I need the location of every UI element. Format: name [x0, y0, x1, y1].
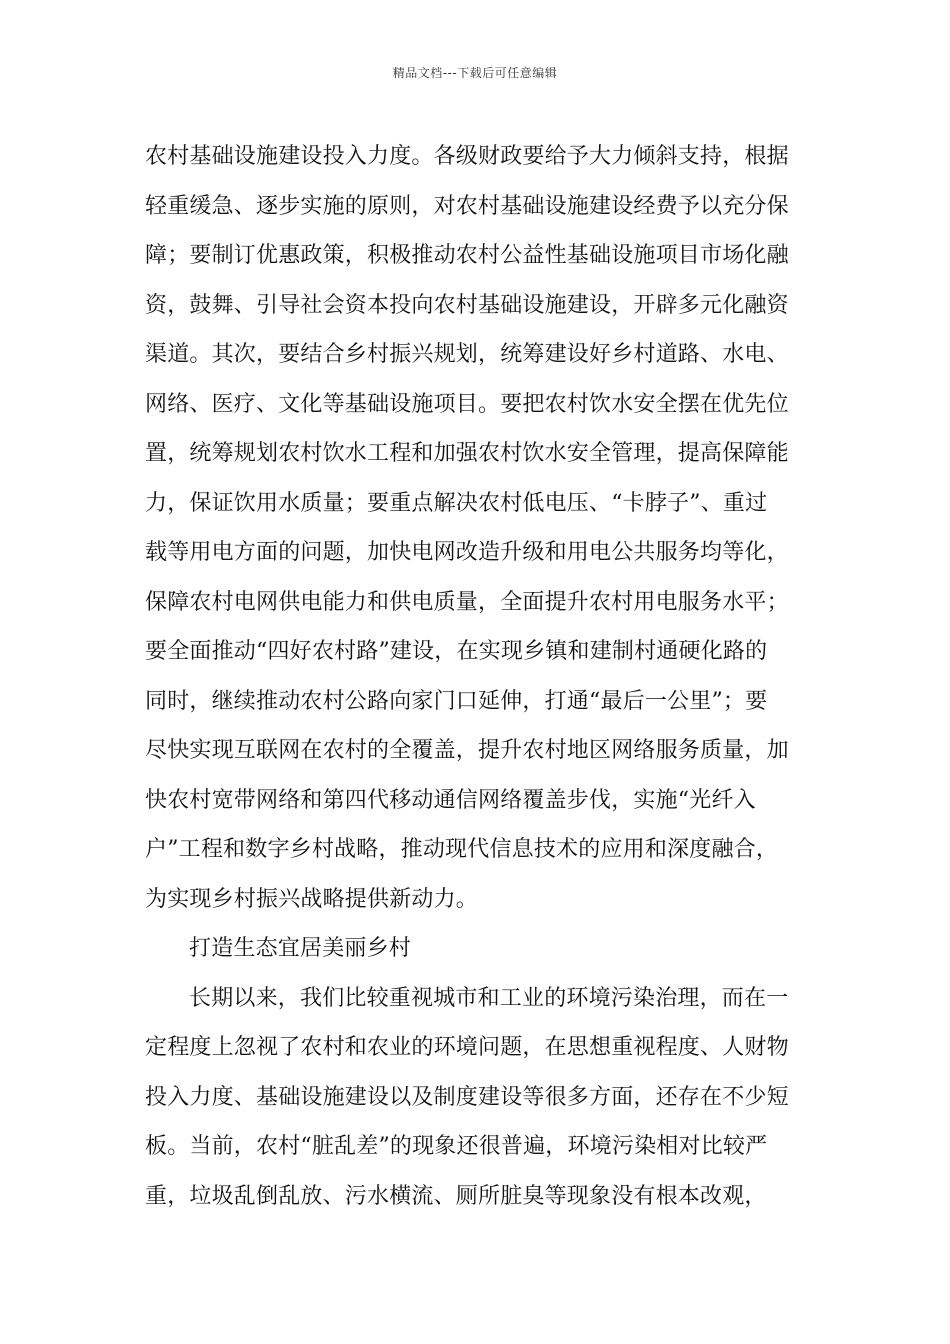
text-line: 置，统筹规划农村饮水工程和加强农村饮水安全管理，提高保障能 — [145, 441, 789, 466]
text-line: 为实现乡村振兴战略提供新动力。 — [145, 886, 479, 912]
text-line: 定程度上忽视了农村和农业的环境问题，在思想重视程度、人财物 — [145, 1035, 789, 1060]
text-line: 轻重缓急、逐步实施的原则，对农村基础设施建设经费予以充分保 — [145, 193, 789, 219]
text-line: 同时，继续推动农村公路向家门口延伸，打通“最后一公里”；要 — [145, 688, 768, 714]
text-line: 投入力度、基础设施建设以及制度建设等很多方面，还存在不少短 — [145, 1084, 789, 1110]
text-line: 尽快实现互联网在农村的全覆盖，提升农村地区网络服务质量，加 — [145, 738, 789, 763]
text-line: 保障农村电网供电能力和供电质量，全面提升农村用电服务水平； — [145, 589, 789, 615]
text-line: 重，垃圾乱倒乱放、污水横流、厕所脏臭等现象没有根本改观， — [145, 1183, 767, 1209]
text-line: 快农村宽带网络和第四代移动通信网络覆盖步伐，实施“光纤入 — [145, 787, 756, 813]
text-line: 资，鼓舞、引导社会资本投向农村基础设施建设，开辟多元化融资 — [145, 292, 789, 318]
text-line: 渠道。其次，要结合乡村振兴规划，统筹建设好乡村道路、水电、 — [145, 342, 789, 367]
text-line: 力，保证饮用水质量；要重点解决农村低电压、“卡脖子”、重过 — [145, 490, 768, 516]
text-line: 农村基础设施建设投入力度。各级财政要给予大力倾斜支持，根据 — [145, 144, 789, 169]
section-heading: 打造生态宜居美丽乡村 — [189, 936, 412, 961]
text-line: 户”工程和数字乡村战略，推动现代信息技术的应用和深度融合， — [145, 837, 779, 862]
document-body — [145, 132, 809, 1221]
text-line: 板。当前，农村“脏乱差”的现象还很普遍，环境污染相对比较严 — [145, 1134, 768, 1159]
text-line: 长期以来，我们比较重视城市和工业的环境污染治理，而在一 — [189, 985, 789, 1011]
text-line: 要全面推动“四好农村路”建设，在实现乡镇和建制村通硬化路的 — [145, 639, 768, 664]
text-line: 载等用电方面的问题，加快电网改造升级和用电公共服务均等化， — [145, 540, 789, 565]
page-header: 精品文档---下载后可任意编辑 — [392, 66, 558, 80]
text-line: 障；要制订优惠政策，积极推动农村公益性基础设施项目市场化融 — [145, 243, 789, 268]
text-line: 网络、医疗、文化等基础设施项目。要把农村饮水安全摆在优先位 — [145, 391, 789, 417]
